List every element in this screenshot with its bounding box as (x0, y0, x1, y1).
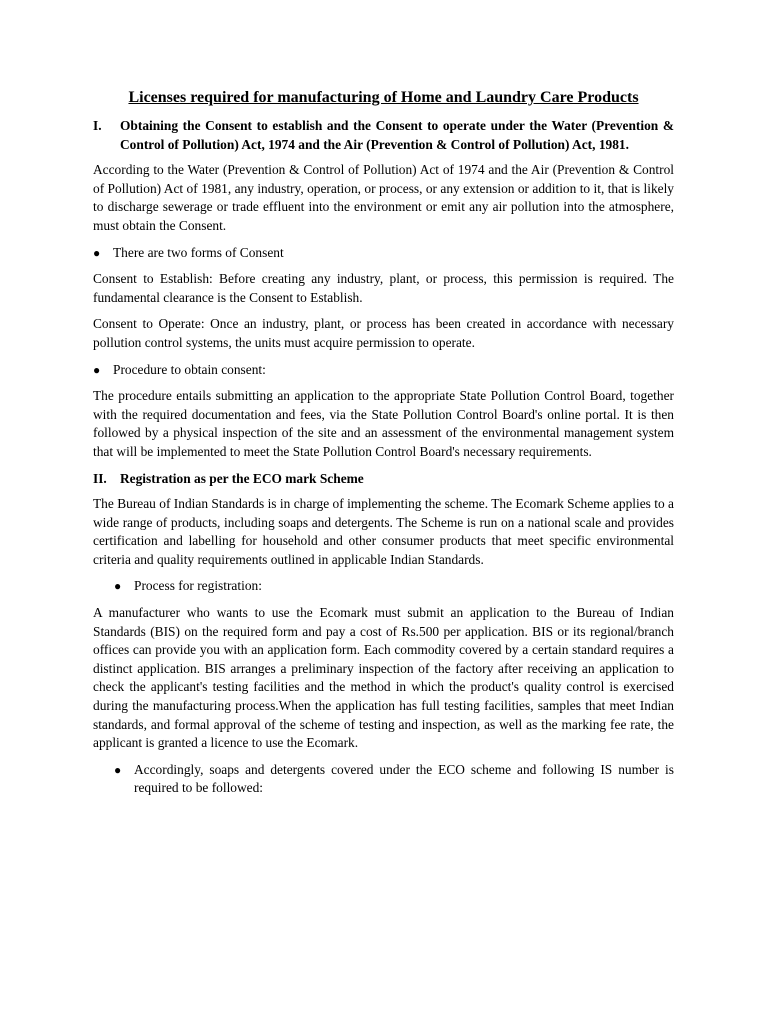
bullet-text: There are two forms of Consent (113, 244, 284, 260)
bullet-icon: ● (93, 245, 101, 260)
bullet-item-process (93, 577, 674, 596)
section-2-heading (93, 470, 674, 489)
bullet-text: Accordingly, soaps and detergents covered under the ECO scheme and following IS number is required to be followed: (134, 761, 674, 796)
consent-operate-paragraph: Consent to Operate: Once an industry, plant, or process has been created in accordance with necessary pollution control systems, the units must acquire permission to operate. (93, 316, 674, 350)
bullet-text: Procedure to obtain consent: (113, 361, 266, 377)
document-title: Licenses required for manufacturing of Home and Laundry Care Products (128, 89, 639, 106)
bullet-icon: ● (114, 579, 122, 594)
section-1-number: I. (93, 118, 102, 133)
section-1-heading (93, 117, 674, 154)
document-content (93, 88, 674, 806)
bullet-icon: ● (114, 762, 122, 777)
section-2-heading-text: Registration as per the ECO mark Scheme (120, 470, 364, 486)
bullet-item-forms (93, 244, 674, 263)
section-2-intro: The Bureau of Indian Standards is in charge of implementing the scheme. The Ecomark Scheme applies to a wide range of products, including soaps and detergents. The Scheme is run on a national scale and provides certification and labelling for household and other consumer products that meet specific environmental criteria and quality requirements outlined in applicable Indian Standards. (93, 496, 674, 567)
consent-establish-paragraph: Consent to Establish: Before creating any industry, plant, or process, this permission is required. The fundamental clearance is the Consent to Establish. (93, 271, 674, 305)
bullet-item-procedure (93, 361, 674, 380)
bullet-text: Process for registration: (134, 578, 262, 594)
section-1-intro: According to the Water (Prevention & Control of Pollution) Act of 1974 and the Air (Prevention & Control of Pollution) Act of 1981, any industry, operation, or process, or any extension or addition to it, that is likely to discharge sewerage or trade effluent into the environment or emit any air pollution into the atmosphere, must obtain the Consent. (93, 162, 674, 233)
procedure-paragraph: The procedure entails submitting an application to the appropriate State Pollution Control Board, together with the required documentation and fees, via the State Pollution Control Board's online portal. It is then followed by a physical inspection of the site and an assessment of the environmental management system that will be implemented to meet the State Pollution Control Board's necessary requirements. (93, 388, 674, 459)
bullet-item-accordingly (93, 761, 674, 798)
process-paragraph: A manufacturer who wants to use the Ecomark must submit an application to the Bureau of Indian Standards (BIS) on the required form and pay a cost of Rs.500 per application. BIS or its regional/branch offices can provide you with an application form. Each commodity covered by a certain standard requires a distinct application. BIS arranges a preliminary inspection of the factory after receiving an application to check the applicant's testing facilities and the method in which the product's quality control is exercised during the manufacturing process.When the application has full testing facilities, samples that meet Indian standards, and formal approval of the scheme of testing and inspection, as well as the marking fee rate, the applicant is granted a licence to use the Ecomark. (93, 605, 674, 751)
section-2-number: II. (93, 470, 107, 486)
section-1-heading-text: Obtaining the Consent to establish and the Consent to operate under the Water (Prevention & Control of Pollution) Act, 1974 and the Air (Prevention & Control of Pollution) Act, 1981. (120, 118, 674, 152)
bullet-icon: ● (93, 362, 101, 377)
